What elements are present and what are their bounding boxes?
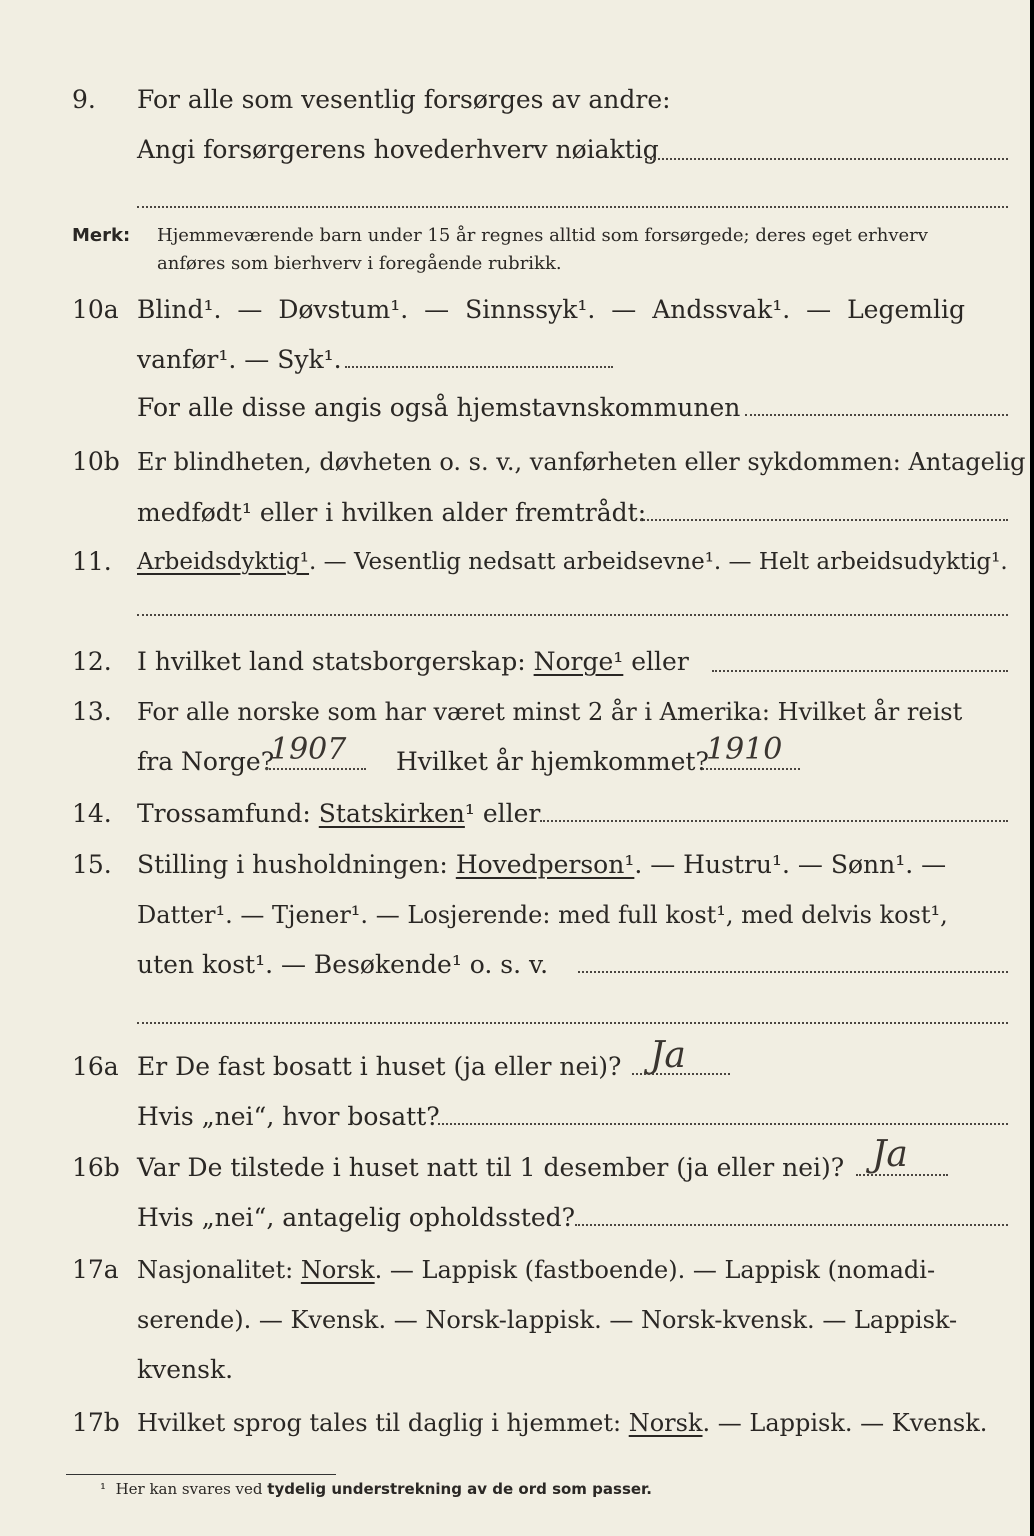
selected-option[interactable]: Norge¹ [533, 647, 624, 676]
footnote-text: Her kan svares ved [115, 1480, 268, 1498]
question-text: Blind¹. — Døvstum¹. — Sinnssyk¹. — Andssvak¹. — Legemlig [137, 295, 965, 324]
question-text-pre: Hvilket sprog tales til daglig i hjemmet: [137, 1409, 629, 1437]
answer-line[interactable] [137, 1022, 1008, 1024]
selected-option[interactable]: Arbeidsdyktig¹ [137, 549, 310, 575]
question-text [137, 542, 1008, 582]
question-text-rest: . — Vesentlig nedsatt arbeidsevne¹. — Helt arbeidsudyktig¹. [309, 549, 1008, 575]
question-text-pre: Trossamfund: [137, 799, 319, 828]
answer-line[interactable] [575, 1224, 1008, 1226]
question-text: Er blindheten, døvheten o. s. v., vanførheten eller sykdommen: Antagelig [137, 448, 1026, 476]
answer-line[interactable] [640, 519, 1008, 521]
selected-option[interactable]: Hovedperson¹ [455, 850, 635, 879]
question-text [137, 642, 689, 682]
selected-option[interactable]: Statskirken [318, 799, 465, 828]
question-text [137, 845, 946, 885]
note-text: Hjemmeværende barn under 15 år regnes alltid som forsørgede; deres eget erhverv [157, 225, 928, 246]
answer-line[interactable] [345, 366, 613, 368]
question-text: vanfør¹. — Syk¹. [137, 345, 342, 374]
question-text: For alle norske som har været minst 2 år i Amerika: Hvilket år reist [137, 698, 963, 726]
answer-line[interactable] [137, 206, 1008, 208]
question-text: Er De fast bosatt i huset (ja eller nei)? [137, 1052, 622, 1081]
handwritten-answer[interactable]: Ja [650, 1035, 686, 1076]
answer-line[interactable] [632, 1073, 730, 1075]
selected-option[interactable]: Norsk [300, 1256, 375, 1284]
note-text: anføres som bierhverv i foregående rubrikk. [157, 253, 562, 274]
answer-line[interactable] [137, 614, 1008, 616]
question-text: fra Norge? [137, 747, 275, 776]
question-text: For alle disse angis også hjemstavnskommunen [137, 393, 741, 422]
question-number: 17b [72, 1408, 120, 1437]
question-text [137, 1403, 987, 1443]
footnote-rule [66, 1474, 336, 1475]
question-text-post: . — Lappisk. — Kvensk. [702, 1409, 988, 1437]
question-number: 10a [72, 295, 119, 324]
note-label: Merk: [72, 225, 131, 246]
question-text-post: . — Hustru¹. — Sønn¹. — [634, 850, 947, 879]
answer-line[interactable] [438, 1123, 1008, 1125]
question-text-post: eller [623, 647, 689, 676]
question-text: Var De tilstede i huset natt til 1 desember (ja eller nei)? [137, 1153, 845, 1182]
question-number: 16b [72, 1153, 120, 1182]
question-text: Hvilket år hjemkommet? [396, 747, 709, 776]
question-number: 15. [72, 850, 112, 879]
question-text-pre: Stilling i husholdningen: [137, 850, 456, 879]
footnote-emphasis: tydelig understrekning av de ord som passer. [267, 1480, 653, 1498]
answer-line[interactable] [540, 820, 1008, 822]
answer-line[interactable] [712, 670, 1008, 672]
handwritten-answer[interactable]: 1907 [270, 732, 347, 767]
answer-line[interactable] [578, 971, 1008, 973]
question-text: Hvis „nei“, antagelig opholdssted? [137, 1203, 576, 1232]
answer-line[interactable] [266, 768, 366, 770]
footnote-mark: ¹ [100, 1480, 107, 1498]
question-text: Hvis „nei“, hvor bosatt? [137, 1102, 440, 1131]
footnote [100, 1480, 652, 1498]
question-number: 9. [72, 85, 96, 114]
question-number: 10b [72, 447, 120, 476]
question-number: 12. [72, 647, 112, 676]
question-text: Angi forsørgerens hovederhverv nøiaktig [137, 135, 659, 164]
answer-line[interactable] [702, 768, 800, 770]
handwritten-answer[interactable]: Ja [872, 1134, 908, 1175]
answer-line[interactable] [856, 1174, 948, 1176]
question-number: 11. [72, 547, 112, 576]
question-text: serende). — Kvensk. — Norsk-lappisk. — Norsk-kvensk. — Lappisk- [137, 1306, 958, 1334]
handwritten-answer[interactable]: 1910 [706, 732, 783, 767]
question-text: kvensk. [137, 1355, 234, 1384]
question-number: 16a [72, 1052, 119, 1081]
question-text: Datter¹. — Tjener¹. — Losjerende: med full kost¹, med delvis kost¹, [137, 901, 948, 929]
selected-option[interactable]: Norsk [628, 1409, 703, 1437]
question-text [137, 794, 540, 834]
question-text-post: ¹ eller [464, 799, 541, 828]
question-text-pre: Nasjonalitet: [137, 1256, 301, 1284]
answer-line[interactable] [745, 414, 1008, 416]
question-number: 13. [72, 697, 112, 726]
question-text-post: . — Lappisk (fastboende). — Lappisk (nomadi- [374, 1256, 936, 1284]
question-text: medfødt¹ eller i hvilken alder fremtrådt: [137, 498, 647, 527]
question-text: uten kost¹. — Besøkende¹ o. s. v. [137, 950, 549, 979]
question-number: 17a [72, 1255, 119, 1284]
question-text-pre: I hvilket land statsborgerskap: [137, 647, 534, 676]
answer-line[interactable] [645, 158, 1008, 160]
question-number: 14. [72, 799, 112, 828]
question-text [137, 1250, 935, 1290]
question-text: For alle som vesentlig forsørges av andre: [137, 85, 671, 114]
